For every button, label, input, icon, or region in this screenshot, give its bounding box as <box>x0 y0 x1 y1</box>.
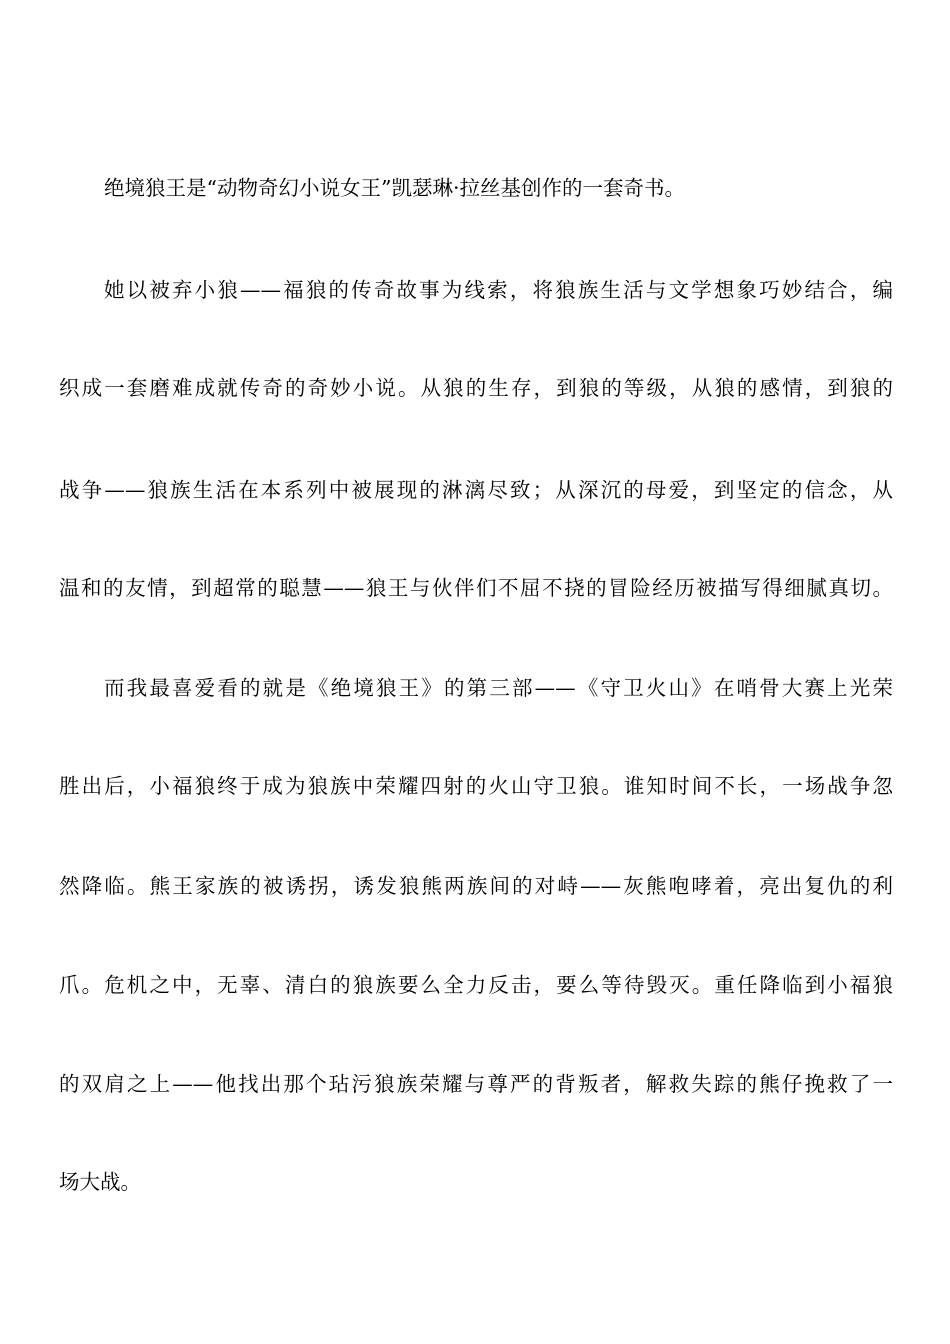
paragraph-3-line-4: 爪。危机之中，无辜、清白的狼族要么全力反击，要么等待毁灭。重任降临到小福狼 <box>59 973 893 997</box>
paragraph-2-line-3: 战争——狼族生活在本系列中被展现的淋漓尽致；从深沉的母爱，到坚定的信念，从 <box>59 478 893 502</box>
paragraph-3-line-6: 场大战。 <box>59 1170 141 1194</box>
paragraph-2-line-2: 织成一套磨难成就传奇的奇妙小说。从狼的生存，到狼的等级，从狼的感情，到狼的 <box>59 376 893 400</box>
paragraph-2-line-4: 温和的友情，到超常的聪慧——狼王与伙伴们不屈不挠的冒险经历被描写得细腻真切。 <box>59 576 893 600</box>
paragraph-3-line-1: 而我最喜爱看的就是《绝境狼王》的第三部——《守卫火山》在哨骨大赛上光荣 <box>104 676 893 700</box>
paragraph-3-line-2: 胜出后，小福狼终于成为狼族中荣耀四射的火山守卫狼。谁知时间不长，一场战争忽 <box>59 774 893 798</box>
paragraph-3-line-3: 然降临。熊王家族的被诱拐，诱发狼熊两族间的对峙——灰熊咆哮着，亮出复仇的利 <box>59 874 893 898</box>
paragraph-1-line-1: 绝境狼王是“动物奇幻小说女王”凯瑟琳·拉丝基创作的一套奇书。 <box>104 176 685 200</box>
paragraph-3-line-5: 的双肩之上——他找出那个玷污狼族荣耀与尊严的背叛者，解救失踪的熊仔挽救了一 <box>59 1072 893 1096</box>
paragraph-2-line-1: 她以被弃小狼——福狼的传奇故事为线索，将狼族生活与文学想象巧妙结合，编 <box>104 278 893 302</box>
